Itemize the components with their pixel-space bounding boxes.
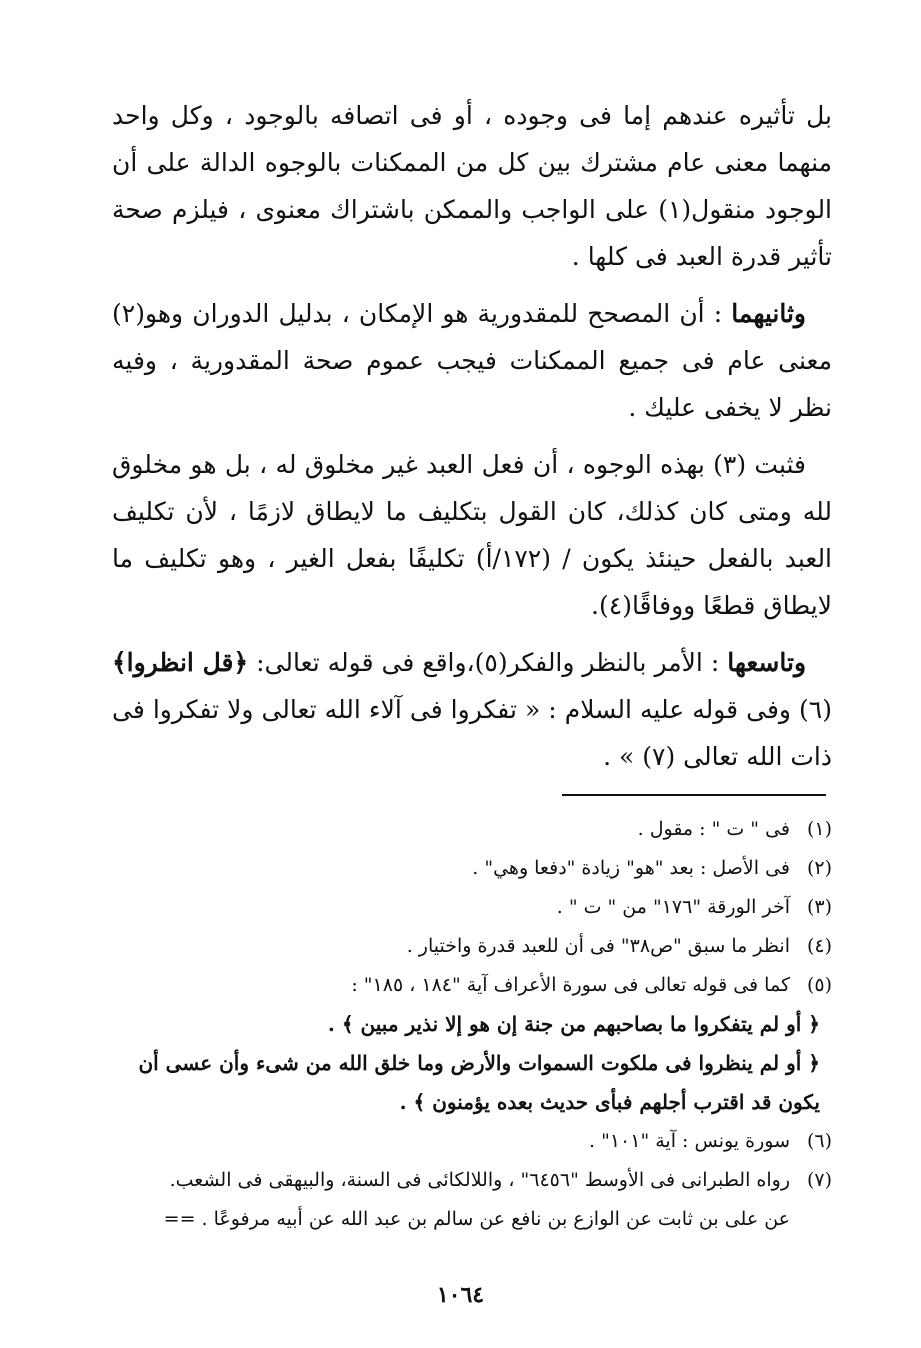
footnote-text: فى الأصل : بعد "هو" زيادة "دفعا وهي" . (472, 857, 790, 879)
footnotes (112, 810, 832, 1239)
footnote-6 (112, 1122, 832, 1161)
paragraph-4-text-b: (٦) وفى قوله عليه السلام : « تفكروا فى آلاء الله تعالى ولا تفكروا فى ذات الله تعالى (٧) » . (112, 695, 832, 771)
paragraph-4-lead: وتاسعها (727, 648, 807, 677)
paragraph-4 (112, 639, 832, 780)
paragraph-2-lead: وثانيهما (731, 299, 806, 328)
footnote-text: رواه الطبرانى فى الأوسط "٦٤٥٦" ، واللالكائى فى السنة، والبيهقى فى الشعب. (169, 1169, 790, 1191)
footnote-5-verse-2: ﴿ أو لم ينظروا فى ملكوت السموات والأرض وما خلق الله من شىء وأن عسى أن يكون قد اقترب أجلهم فبأى حديث بعده يؤمنون ﴾ . (138, 1051, 820, 1114)
footnote-number: (٧) (806, 1169, 832, 1191)
footnote-1 (112, 810, 832, 849)
footnote-text: فى " ت " : مقول . (637, 818, 790, 840)
footnote-number: (٢) (806, 857, 832, 879)
footnote-7-continuation: عن على بن ثابت عن الوازع بن نافع عن سالم بن عبد الله عن أبيه مرفوعًا . == (163, 1208, 790, 1230)
paragraph-4-text-a: : الأمر بالنظر والفكر(٥)،واقع فى قوله تعالى: (248, 648, 728, 677)
footnote-text: كما فى قوله تعالى فى سورة الأعراف آية "١٨٤ ، ١٨٥" : (351, 974, 790, 996)
main-text (112, 92, 832, 790)
footnote-number: (٥) (806, 974, 832, 996)
paragraph-3 (112, 441, 832, 629)
footnote-3 (112, 888, 832, 927)
footnote-number: (١) (806, 818, 832, 840)
paragraph-3-text: فثبت (٣) بهذه الوجوه ، أن فعل العبد غير مخلوق له ، بل هو مخلوق لله ومتى كان كذلك، كان القول بتكليف ما لايطاق لازمًا ، لأن تكليف العبد بالفعل حينئذ يكون / (١٧٢/أ) تكليفًا بفعل الغير ، وهو تكليف ما لايطاق قطعًا ووفاقًا(٤). (112, 450, 833, 620)
footnote-number: (٤) (806, 935, 832, 957)
quran-quote: ﴿قل انظروا﴾ (112, 648, 249, 677)
footnote-text: آخر الورقة "١٧٦" من " ت " . (556, 896, 790, 918)
footnote-7 (112, 1161, 832, 1200)
paragraph-1 (112, 92, 832, 280)
footnote-5 (112, 966, 832, 1005)
paragraph-2 (112, 290, 832, 431)
page-number: ١٠٦٤ (436, 1282, 485, 1308)
footnote-text: سورة يونس : آية "١٠١" . (589, 1130, 790, 1152)
footnote-text: انظر ما سبق "ص٣٨" فى أن للعبد قدرة واختيار . (406, 935, 790, 957)
footnote-number: (٣) (806, 896, 832, 918)
footnote-4 (112, 927, 832, 966)
footnote-divider (562, 794, 826, 796)
paragraph-1-text: بل تأثيره عندهم إما فى وجوده ، أو فى اتصافه بالوجود ، وكل واحد منهما معنى عام مشترك بين كل من الممكنات بالوجوه الدالة على أن الوجود منقول(١) على الواجب والممكن باشتراك معنوى ، فيلزم صحة تأثير قدرة العبد فى كلها . (112, 101, 833, 271)
footnote-number: (٦) (806, 1130, 832, 1152)
footnote-5-verse-1: ﴿ أو لم يتفكروا ما بصاحبهم من جنة إن هو إلا نذير مبين ﴾ . (327, 1012, 820, 1036)
paragraph-2-text: : أن المصحح للمقدورية هو الإمكان ، بدليل الدوران وهو(٢) معنى عام فى جميع الممكنات فيجب عموم صحة المقدورية ، وفيه نظر لا يخفى عليك . (112, 299, 832, 422)
footnote-2 (112, 849, 832, 888)
